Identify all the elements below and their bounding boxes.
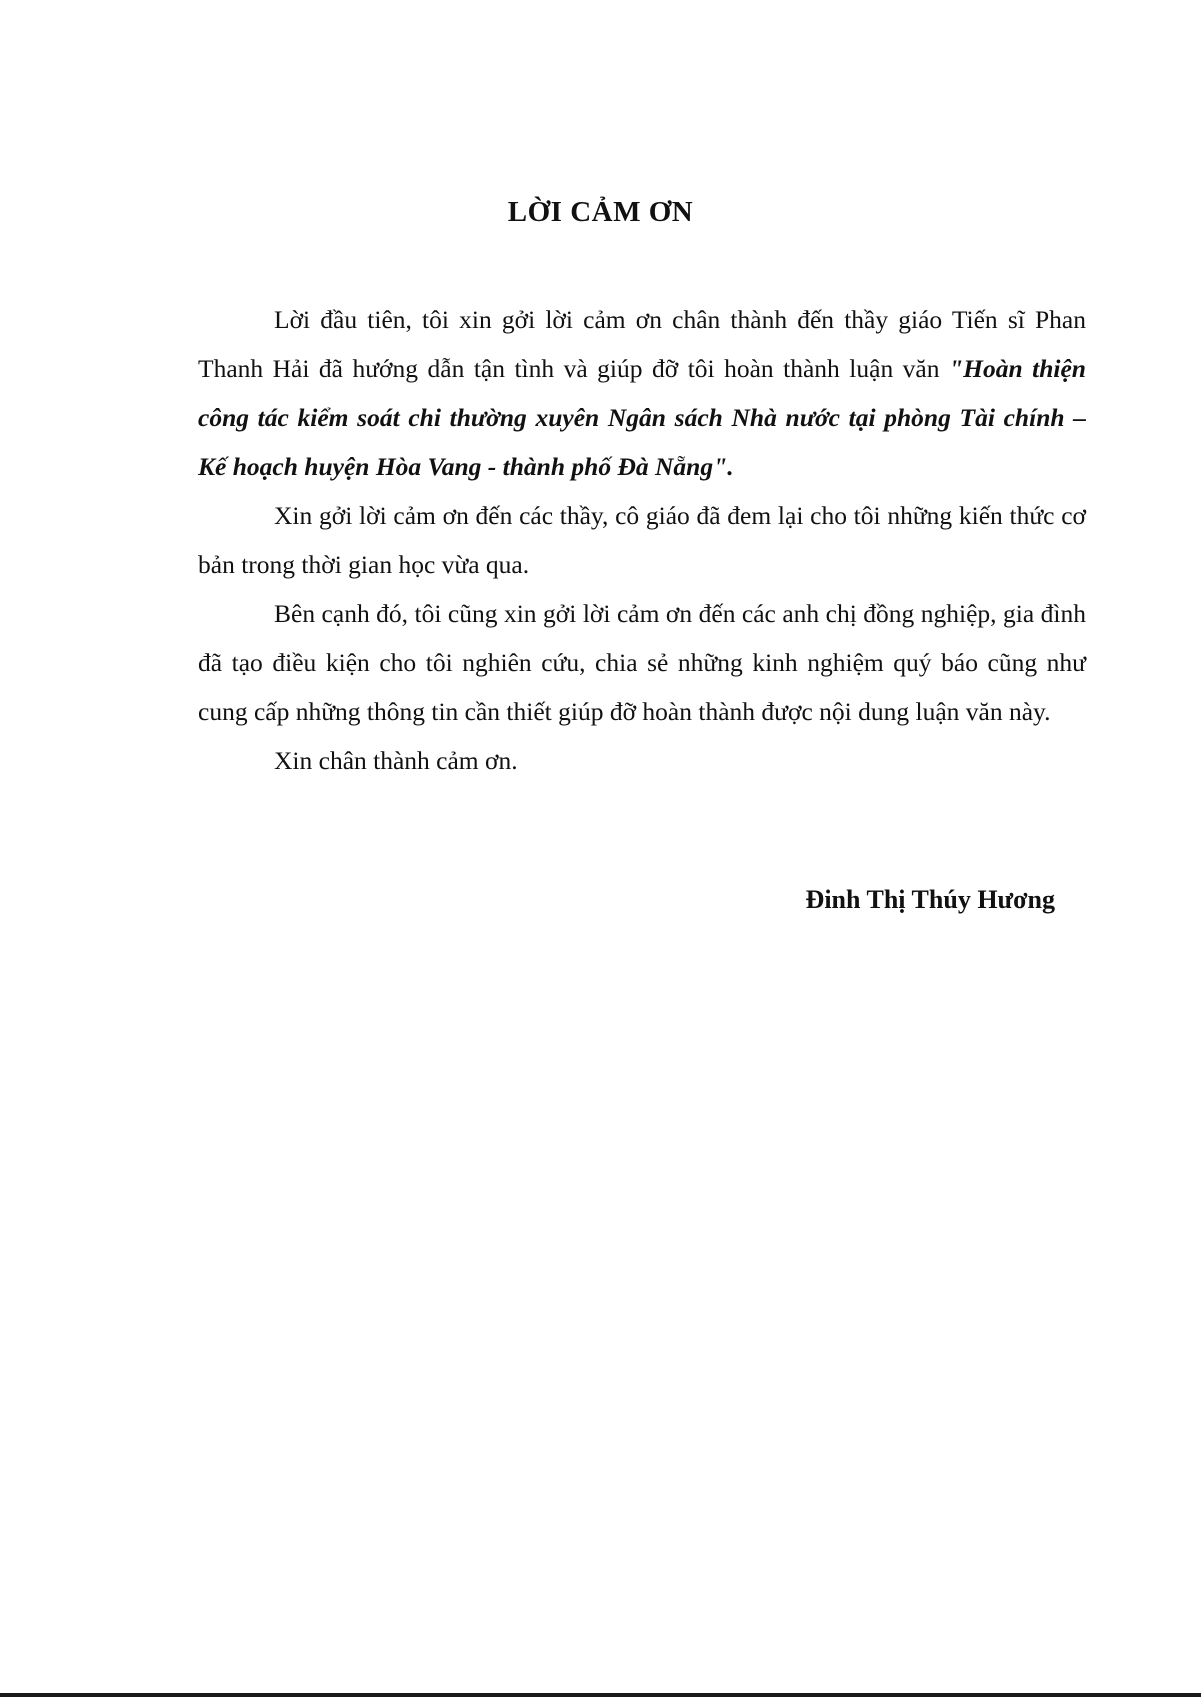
author-signature: Đinh Thị Thúy Hương xyxy=(805,885,1055,914)
paragraph-thanks-colleagues: Bên cạnh đó, tôi cũng xin gởi lời cảm ơn đến các anh chị đồng nghiệp, gia đình đã tạo điều kiện cho tôi nghiên cứu, chia sẻ những kinh nghiệm quý báo cũng như cung cấp những thông tin cần thiết giúp đỡ hoàn thành được nội dung luận văn này. xyxy=(198,599,1086,726)
paragraph-thanks-teachers: Xin gởi lời cảm ơn đến các thầy, cô giáo đã đem lại cho tôi những kiến thức cơ bản trong thời gian học vừa qua. xyxy=(198,501,1086,579)
page-title: LỜI CẢM ƠN xyxy=(507,196,694,228)
thesis-title: "Hoàn thiện công tác kiểm soát chi thường xuyên Ngân sách Nhà nước tại phòng Tài chính – Kế hoạch huyện Hòa Vang - thành phố Đà Nẵng". xyxy=(198,354,1086,481)
acknowledgement-body xyxy=(198,295,1086,785)
paragraph-thanks-advisor xyxy=(198,295,1086,491)
page-bottom-border xyxy=(0,1693,1201,1697)
paragraph-closing: Xin chân thành cảm ơn. xyxy=(274,746,518,775)
paragraph-intro-text: Lời đầu tiên, tôi xin gởi lời cảm ơn chân thành đến thầy giáo Tiến sĩ Phan Thanh Hải đã hướng dẫn tận tình và giúp đỡ tôi hoàn thành luận văn xyxy=(198,305,1086,383)
